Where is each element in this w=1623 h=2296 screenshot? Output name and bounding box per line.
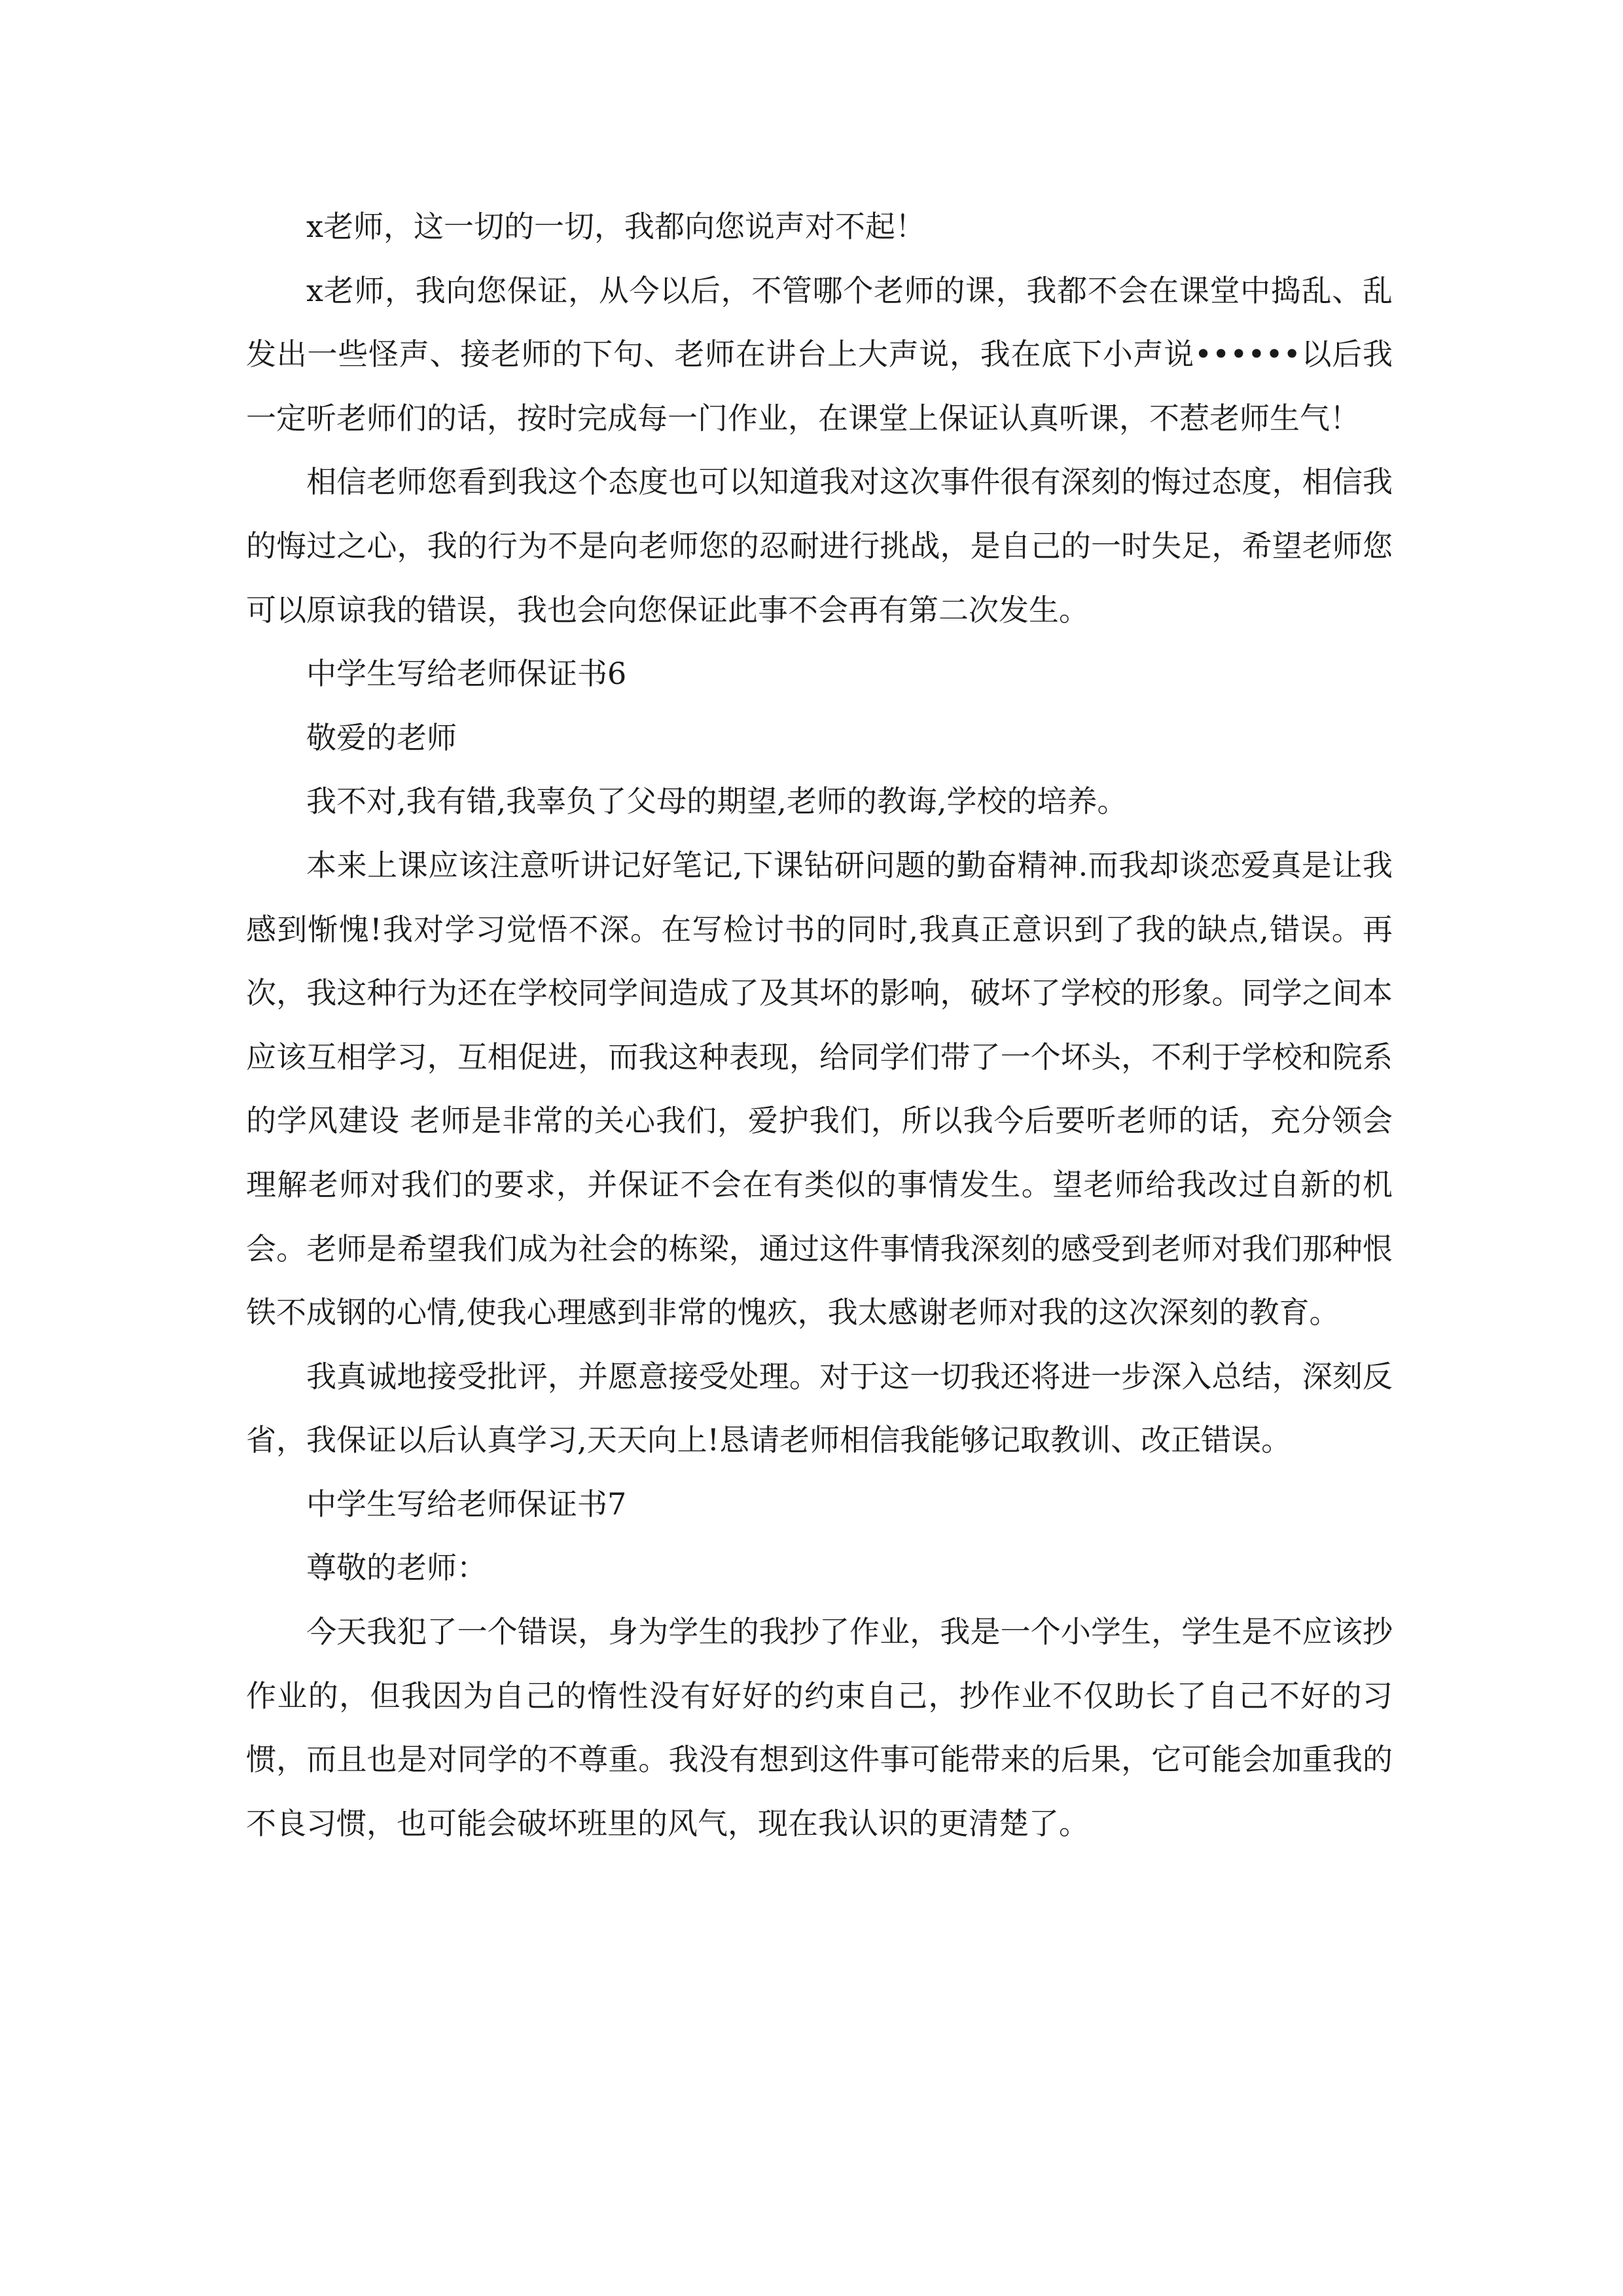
salutation-6: 敬爱的老师 <box>306 719 457 755</box>
paragraph-acceptance: 我真诚地接受批评，并愿意接受处理。对于这一切我还将进一步深入总结，深刻反省，我保证以后认真学习,天天向上!恳请老师相信我能够记取教训、改正错误。 <box>246 1358 1393 1458</box>
paragraph-promise: x老师，我向您保证，从今以后，不管哪个老师的课，我都不会在课堂中捣乱、乱发出一些怪声、接老师的下句、老师在讲台上大声说，我在底下小声说••••••以后我一定听老师们的话，按时完成每一门作业，在课堂上保证认真听课，不惹老师生气！ <box>246 272 1393 436</box>
paragraph-reflection: 本来上课应该注意听讲记好笔记,下课钻研问题的勤奋精神.而我却谈恋爱真是让我感到惭愧!我对学习觉悟不深。在写检讨书的同时,我真正意识到了我的缺点,错误。再次，我这种行为还在学校同学间造成了及其坏的影响，破坏了学校的形象。同学之间本应该互相学习，互相促进，而我这种表现，给同学们带了一个坏头，不利于学校和院系的学风建设 老师是非常的关心我们，爱护我们，所以我今后要听老师的话，充分领会理解老师对我们的要求，并保证不会在有类似的事情发生。望老师给我改过自新的机会。老师是希望我们成为社会的栋梁，通过这件事情我深刻的感受到老师对我们那种恨铁不成钢的心情,使我心理感到非常的愧疚，我太感谢老师对我的这次深刻的教育。 <box>246 847 1393 1331</box>
paragraph-admission: 我不对,我有错,我辜负了父母的期望,老师的教诲,学校的培养。 <box>306 783 1128 819</box>
document-body <box>246 195 1393 1856</box>
paragraph-apology: x老师，这一切的一切，我都向您说声对不起！ <box>306 209 925 244</box>
section-heading-7: 中学生写给老师保证书7 <box>306 1486 627 1522</box>
paragraph-homework: 今天我犯了一个错误，身为学生的我抄了作业，我是一个小学生，学生是不应该抄作业的，但我因为自己的惰性没有好好的约束自己，抄作业不仅助长了自己不好的习惯，而且也是对同学的不尊重。我没有想到这件事可能带来的后果，它可能会加重我的不良习惯，也可能会破坏班里的风气，现在我认识的更清楚了。 <box>246 1614 1393 1841</box>
salutation-7: 尊敬的老师： <box>306 1550 487 1586</box>
section-heading-6: 中学生写给老师保证书6 <box>306 656 627 692</box>
paragraph-repentance: 相信老师您看到我这个态度也可以知道我对这次事件很有深刻的悔过态度，相信我的悔过之心，我的行为不是向老师您的忍耐进行挑战，是自己的一时失足，希望老师您可以原谅我的错误，我也会向您保证此事不会再有第二次发生。 <box>246 464 1393 628</box>
